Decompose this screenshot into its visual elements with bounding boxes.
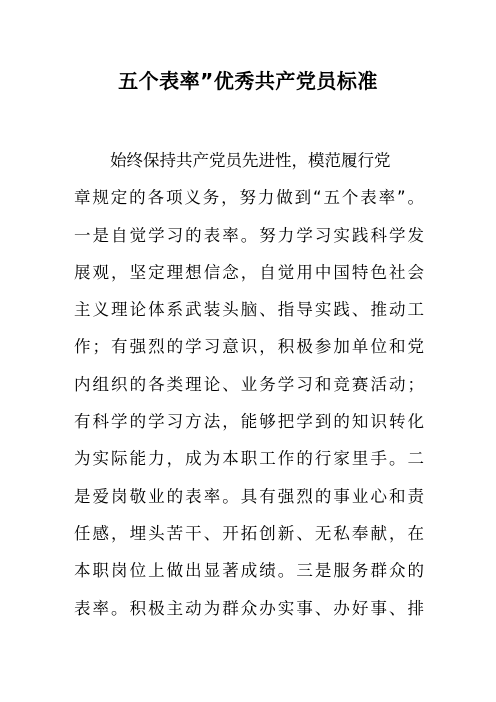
body-line: 本职岗位上做出显著成绩。三是服务群众的 <box>74 561 424 581</box>
body-line: 主义理论体系武装头脑、指导实践、推动工 <box>74 300 424 320</box>
body-line: 章规定的各项义务，努力做到“五个表率”。 <box>74 188 424 208</box>
body-line: 为实际能力，成为本职工作的行家里手。二 <box>74 449 424 469</box>
body-line: 作；有强烈的学习意识，积极参加单位和党 <box>74 337 424 357</box>
document-title: 五个表率”优秀共产党员标准 <box>118 69 378 93</box>
document-body <box>74 142 424 627</box>
body-line: 有科学的学习方法，能够把学到的知识转化 <box>74 412 424 432</box>
body-line: 一是自觉学习的表率。努力学习实践科学发 <box>74 225 424 245</box>
body-line: 表率。积极主动为群众办实事、办好事、排 <box>74 598 424 618</box>
body-line: 内组织的各类理论、业务学习和竞赛活动； <box>74 374 424 394</box>
body-line: 始终保持共产党员先进性，模范履行党 <box>110 151 391 170</box>
body-line: 任感，埋头苦干、开拓创新、无私奉献，在 <box>74 523 424 543</box>
body-line: 是爱岗敬业的表率。具有强烈的事业心和责 <box>74 486 424 506</box>
body-line: 展观，坚定理想信念，自觉用中国特色社会 <box>74 262 424 282</box>
